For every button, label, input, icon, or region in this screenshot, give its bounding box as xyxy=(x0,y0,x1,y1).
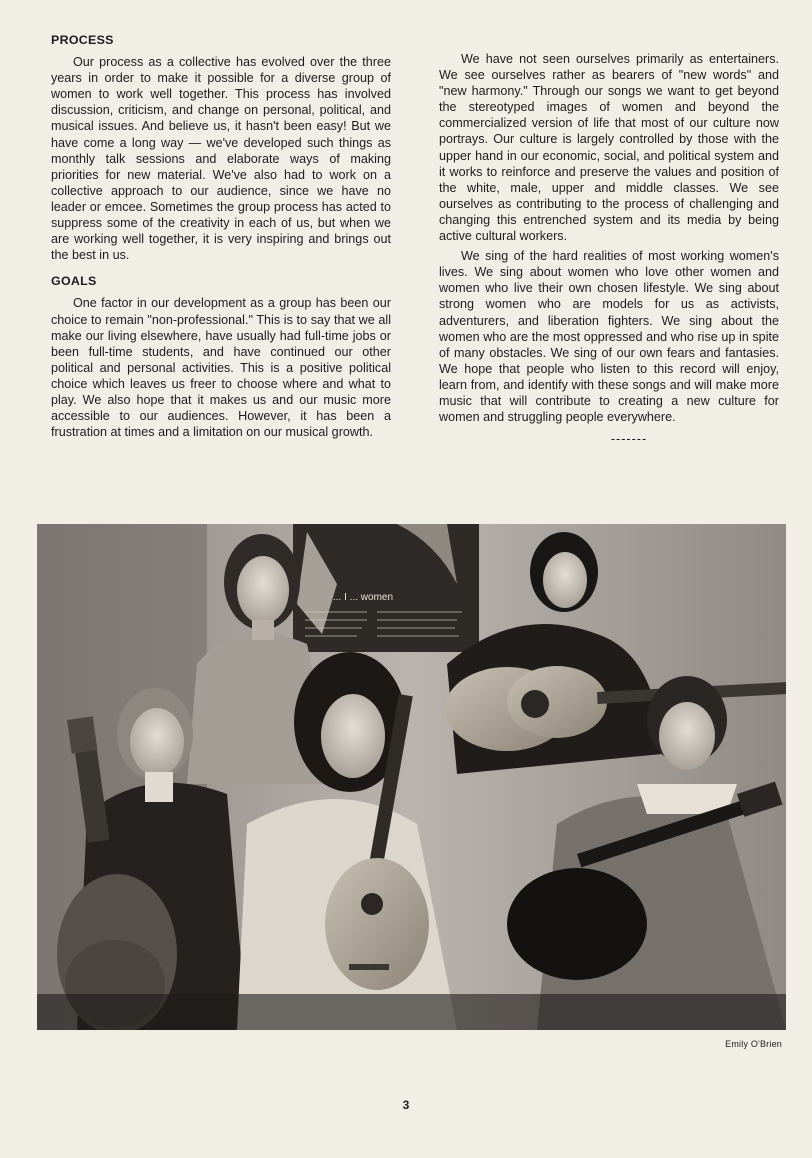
process-paragraph: Our process as a collective has evolved over the three years in order to make it possible for a diverse group of women to work well together. This process has involved discussion, criticism, and change on personal, political, and musical issues. And believe us, it hasn't been easy! But we have come a long way — we've developed such things as monthly talk sessions and elaborate ways of making priorities for new material. We've also had to work on a collective approach to our audience, since we have no leader or emcee. Sometimes the group process has acted to suppress some of the creativity in each of us, but when we are working well together, it is very inspiring and brings out the best in us. xyxy=(51,55,391,263)
right-column xyxy=(439,51,779,447)
poster-heading: ... I ... women xyxy=(333,592,394,603)
entertainers-paragraph: We have not seen ourselves primarily as entertainers. We see ourselves rather as bearers of "new words" and "new harmony." Through our songs we want to get beyond the stereotyped images of women and beyond the commercialized version of life that most of our culture now portrays. Our culture is largely controlled by those with the upper hand in our economic, social, and political system and it works to reinforce and preserve the values and position of the white, male, upper and middle classes. We see ourselves as contributing to the process of challenging and changing this entrenched system and its media by being active cultural workers. xyxy=(439,52,779,244)
hard-realities-paragraph: We sing of the hard realities of most working women's lives. We sing about women who love other women and women who live their own chosen lifestyle. We sing about strong women who are models for us as activists, adventurers, and liberation fighters. We sing about the women who are the most oppressed and who rise up in spite of many obstacles. We sing of our own fears and fantasies. We hope that people who listen to this record will enjoy, learn from, and identify with these songs and will make more music that will contribute to creating a new culture for women and struggling people everywhere. xyxy=(439,249,779,425)
left-column xyxy=(51,32,391,440)
goals-paragraph: One factor in our development as a group has been our choice to remain "non-professional." This is to say that we all make our living elsewhere, have usually had full-time jobs or been full-time students, and have continued our other political and personal activities. This is a positive political choice which leaves us freer to choose where and what to play. We also hope that it makes us and our music more accessible to our audiences. However, it has been a frustration at times and a limitation on our musical growth. xyxy=(51,296,391,440)
photo-credit: Emily O'Brien xyxy=(725,1039,782,1049)
group-photo xyxy=(37,524,786,1030)
wall-poster xyxy=(293,524,479,652)
section-divider: ------- xyxy=(610,432,648,447)
goals-heading: GOALS xyxy=(51,274,97,289)
page-number: 3 xyxy=(402,1098,410,1112)
process-heading: PROCESS xyxy=(51,33,114,47)
group-photo-illustration xyxy=(37,524,786,1030)
